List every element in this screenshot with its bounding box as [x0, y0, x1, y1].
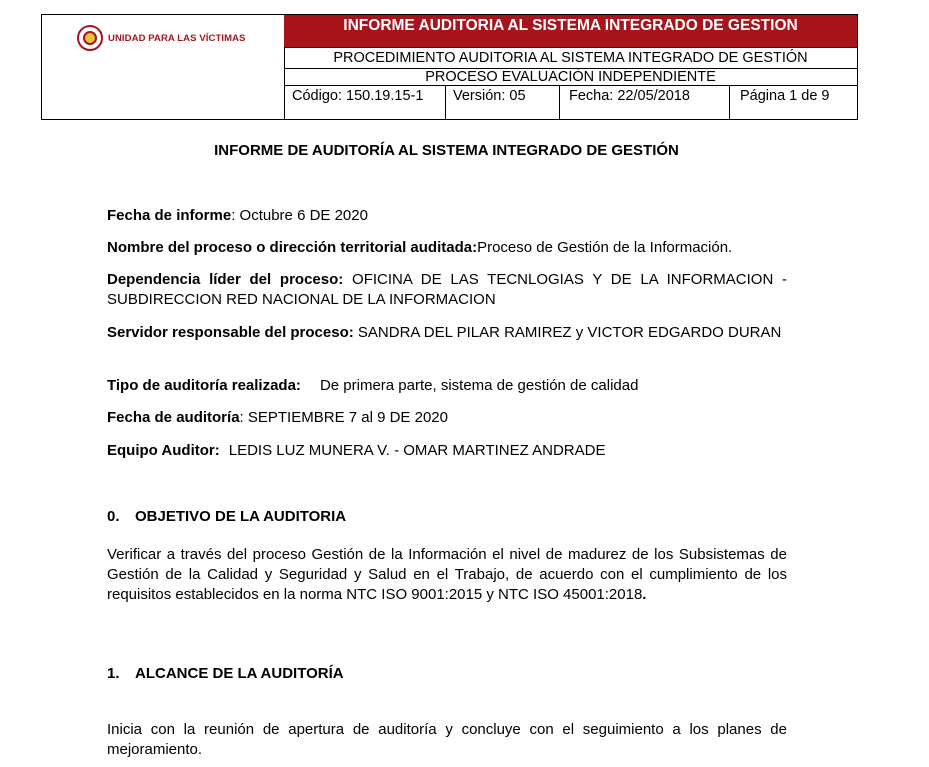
field-value: De primera parte, sistema de gestión de calidad — [319, 377, 639, 394]
logo-cell — [42, 15, 285, 119]
field-fecha-informe — [107, 206, 787, 226]
field-value: OFICINA DE LAS TECNLOGIAS Y DE LA INFORMACION - SUBDIRECCION RED NACIONAL DE LA INFORMACION — [107, 271, 788, 308]
section-body-objetivo — [107, 545, 787, 605]
field-label: Nombre del proceso o dirección territorial auditada: — [107, 239, 478, 256]
logo-text: UNIDAD PARA LAS VÍCTIMAS — [108, 32, 246, 44]
header-date: Fecha: 22/05/2018 — [560, 86, 730, 120]
field-value: SANDRA DEL PILAR RAMIREZ y VICTOR EDGARDO DURAN — [357, 324, 782, 341]
field-label: Dependencia líder del proceso: — [107, 271, 344, 288]
field-value: : Octubre 6 DE 2020 — [231, 207, 368, 224]
section-text-end: . — [642, 586, 647, 603]
field-label: Equipo Auditor: — [107, 442, 220, 459]
document-header — [41, 14, 858, 120]
header-page: Página 1 de 9 — [740, 88, 830, 104]
header-banner: INFORME AUDITORIA AL SISTEMA INTEGRADO DE GESTION — [284, 15, 857, 48]
section-heading-alcance — [107, 665, 344, 682]
field-servidor — [107, 323, 787, 343]
field-nombre-proceso — [107, 238, 787, 258]
section-title: ALCANCE DE LA AUDITORÍA — [135, 665, 344, 682]
section-heading-objetivo — [107, 508, 346, 525]
header-process: PROCESO EVALUACIÒN INDEPENDIENTE — [425, 69, 716, 85]
unidad-victimas-logo — [77, 25, 246, 51]
section-number: 0. — [107, 508, 120, 525]
section-body-alcance — [107, 720, 787, 760]
header-meta-row — [284, 85, 857, 119]
section-number: 1. — [107, 665, 120, 682]
field-tipo-auditoria — [107, 376, 787, 396]
field-label: Tipo de auditoría realizada: — [107, 377, 301, 394]
section-title: OBJETIVO DE LA AUDITORIA — [135, 508, 347, 525]
document-title: INFORME DE AUDITORÍA AL SISTEMA INTEGRADO DE GESTIÓN — [214, 142, 679, 159]
coat-of-arms-icon — [77, 25, 103, 51]
field-label: Servidor responsable del proceso: — [107, 324, 354, 341]
field-equipo-auditor — [107, 441, 787, 461]
header-version: Versión: 05 — [446, 86, 560, 120]
field-label: Fecha de informe — [107, 207, 232, 224]
section-text: Inicia con la reunión de apertura de auditoría y concluye con el seguimiento a los planes de mejoramiento. — [107, 721, 787, 758]
field-value: LEDIS LUZ MUNERA V. - OMAR MARTINEZ ANDRADE — [228, 442, 606, 459]
field-dependencia — [107, 270, 787, 310]
section-text: Verificar a través del proceso Gestión de la Información el nivel de madurez de los Subsistemas de Gestión de la Calidad y Seguridad y Salud en el Trabajo, de acuerdo con el cumplimiento de los requisitos establecidos en la norma NTC ISO 9001:2015 y NTC ISO 45001:2018 — [107, 546, 787, 603]
header-code: Código: 150.19.15-1 — [284, 86, 446, 120]
field-value: Proceso de Gestión de la Información. — [477, 239, 733, 256]
field-label: Fecha de auditoría — [107, 409, 240, 426]
field-value: : SEPTIEMBRE 7 al 9 DE 2020 — [239, 409, 448, 426]
header-procedure: PROCEDIMIENTO AUDITORIA AL SISTEMA INTEGRADO DE GESTIÓN — [284, 48, 857, 69]
field-fecha-auditoria — [107, 408, 787, 428]
